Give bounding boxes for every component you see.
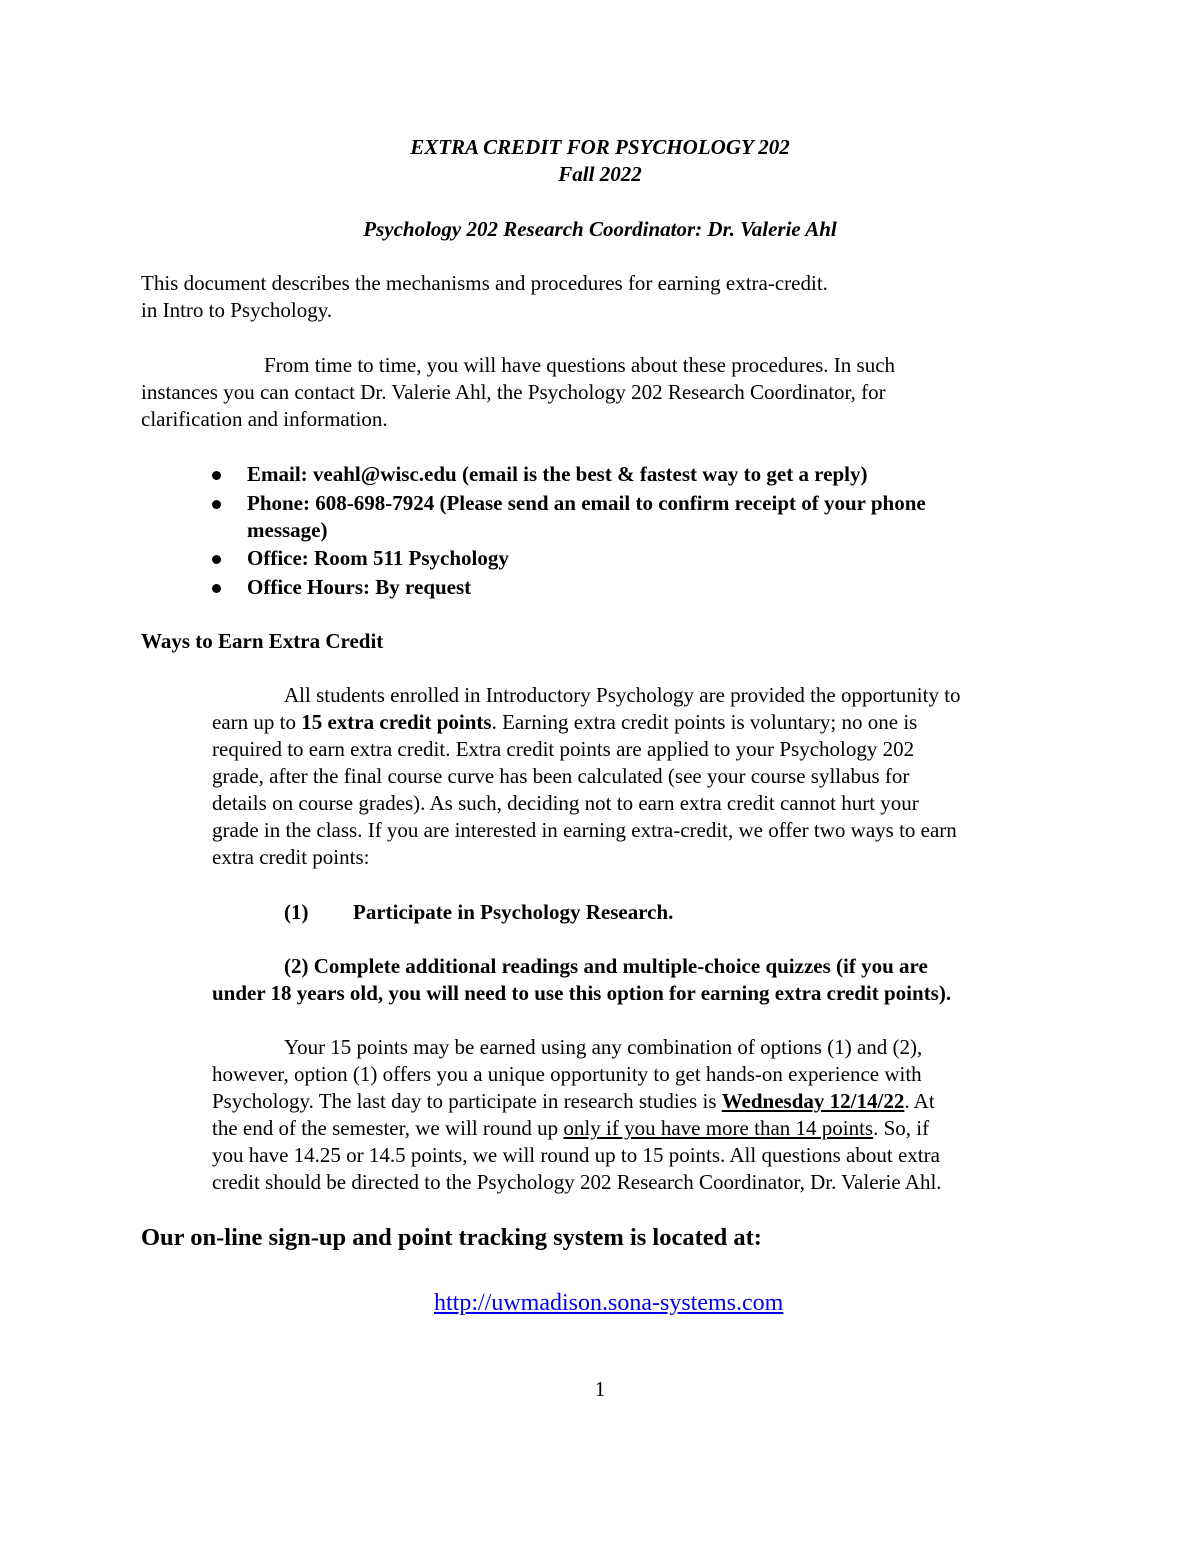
ways-p1-line-2-pre: earn up to: [212, 710, 302, 734]
ways-p2-line-5: you have 14.25 or 14.5 points, we will round up to 15 points. All questions about extra: [212, 1143, 940, 1167]
option-1-text: Participate in Psychology Research.: [353, 900, 674, 924]
ways-p2-line-4-pre: the end of the semester, we will round up: [212, 1116, 564, 1140]
option-2-line-2: under 18 years old, you will need to use this option for earning extra credit points).: [212, 981, 952, 1005]
ways-p1-line-2-post: . Earning extra credit points is voluntary; no one is: [491, 710, 918, 734]
intro-para2-line-1: From time to time, you will have questions about these procedures. In such: [264, 353, 896, 377]
ways-p1-line-3: required to earn extra credit. Extra credit points are applied to your Psychology 202: [212, 737, 915, 761]
bullet-icon: [212, 500, 221, 509]
ways-heading: Ways to Earn Extra Credit: [141, 629, 384, 653]
bullet-icon: [212, 584, 221, 593]
system-heading: Our on-line sign-up and point tracking system is located at:: [141, 1224, 762, 1251]
sona-systems-link[interactable]: http://uwmadison.sona-systems.com: [434, 1290, 784, 1316]
ways-p1-line-7: extra credit points:: [212, 845, 370, 869]
bullet-icon: [212, 471, 221, 480]
ways-p1-line-4: grade, after the final course curve has been calculated (see your course syllabus for: [212, 764, 910, 788]
ways-p1-line-1: All students enrolled in Introductory Psychology are provided the opportunity to: [284, 683, 961, 707]
intro-para2-line-3: clarification and information.: [141, 407, 388, 431]
ways-p2-line-3-pre: Psychology. The last day to participate in research studies is: [212, 1089, 722, 1113]
ways-p2-line-4-post: . So, if: [873, 1116, 930, 1140]
contact-office-hours: Office Hours: By request: [247, 575, 472, 599]
ways-p2-line-2: however, option (1) offers you a unique opportunity to get hands-on experience with: [212, 1062, 922, 1086]
intro-line-1: This document describes the mechanisms and procedures for earning extra-credit.: [141, 271, 828, 295]
intro-para2-line-2: instances you can contact Dr. Valerie Ahl, the Psychology 202 Research Coordinator, for: [141, 380, 886, 404]
contact-email: Email: veahl@wisc.edu (email is the best & fastest way to get a reply): [247, 462, 868, 486]
deadline-date: Wednesday 12/14/22: [721, 1089, 905, 1113]
option-2-line-1: (2) Complete additional readings and multiple-choice quizzes (if you are: [284, 954, 928, 978]
intro-line-2: in Intro to Psychology.: [141, 298, 333, 322]
contact-office: Office: Room 511 Psychology: [247, 546, 509, 570]
page-number: 1: [594, 1377, 606, 1401]
ways-p2-line-3-post: . At: [904, 1089, 935, 1113]
document-term: Fall 2022: [558, 162, 642, 186]
contact-phone-line-2: message): [247, 518, 328, 542]
points-highlight: 15 extra credit points: [301, 710, 492, 734]
bullet-icon: [212, 555, 221, 564]
coordinator-line: Psychology 202 Research Coordinator: Dr. Valerie Ahl: [363, 217, 837, 241]
ways-p1-line-6: grade in the class. If you are interested in earning extra-credit, we offer two ways to earn: [212, 818, 957, 842]
ways-p1-line-2: [212, 709, 917, 736]
ways-p1-line-5: details on course grades). As such, deciding not to earn extra credit cannot hurt your: [212, 791, 919, 815]
ways-p2-line-3: [212, 1088, 935, 1115]
ways-p2-line-4: [212, 1115, 929, 1142]
contact-phone-line-1: Phone: 608-698-7924 (Please send an email to confirm receipt of your phone: [247, 491, 926, 515]
document-title: EXTRA CREDIT FOR PSYCHOLOGY 202: [410, 135, 790, 159]
ways-p2-line-6: credit should be directed to the Psychology 202 Research Coordinator, Dr. Valerie Ahl.: [212, 1170, 942, 1194]
round-up-condition: only if you have more than 14 points: [563, 1116, 874, 1140]
option-1-number: (1): [284, 900, 309, 924]
ways-p2-line-1: Your 15 points may be earned using any combination of options (1) and (2),: [284, 1035, 923, 1059]
